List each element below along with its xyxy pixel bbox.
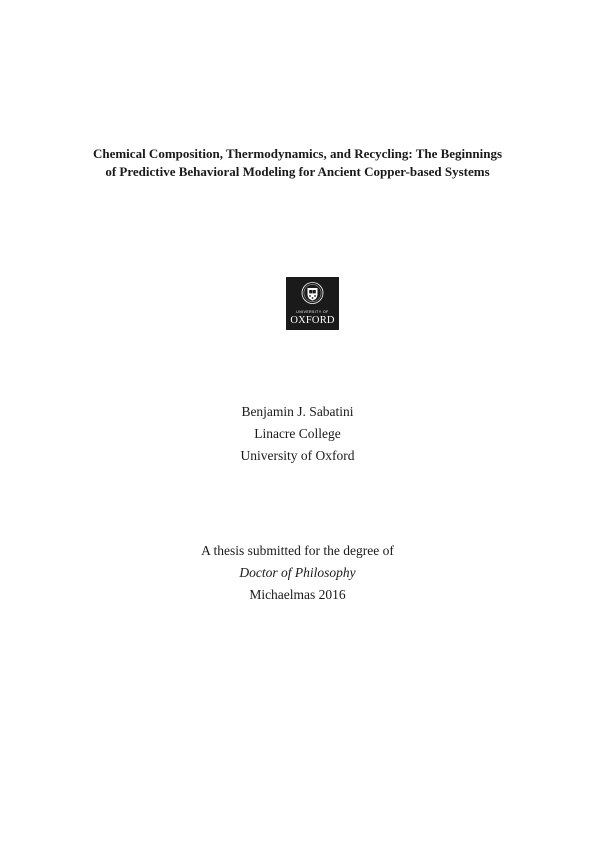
thesis-title-line-2: of Predictive Behavioral Modeling for Ancient Copper-based Systems [105,164,490,179]
submission-term: Michaelmas 2016 [249,587,346,602]
thesis-title [40,145,555,181]
author-block [40,401,555,467]
degree-name: Doctor of Philosophy [239,565,356,580]
submission-statement: A thesis submitted for the degree of [201,543,394,558]
logo-university-of: UNIVERSITY OF [296,310,329,314]
university-logo [286,277,339,330]
author-university: University of Oxford [240,448,355,463]
thesis-title-line-1: Chemical Composition, Thermodynamics, and Recycling: The Beginnings [92,146,503,161]
logo-oxford: OXFORD [290,315,335,326]
author-college: Linacre College [254,426,341,441]
author-name: Benjamin J. Sabatini [241,404,354,419]
submission-block [40,540,555,606]
